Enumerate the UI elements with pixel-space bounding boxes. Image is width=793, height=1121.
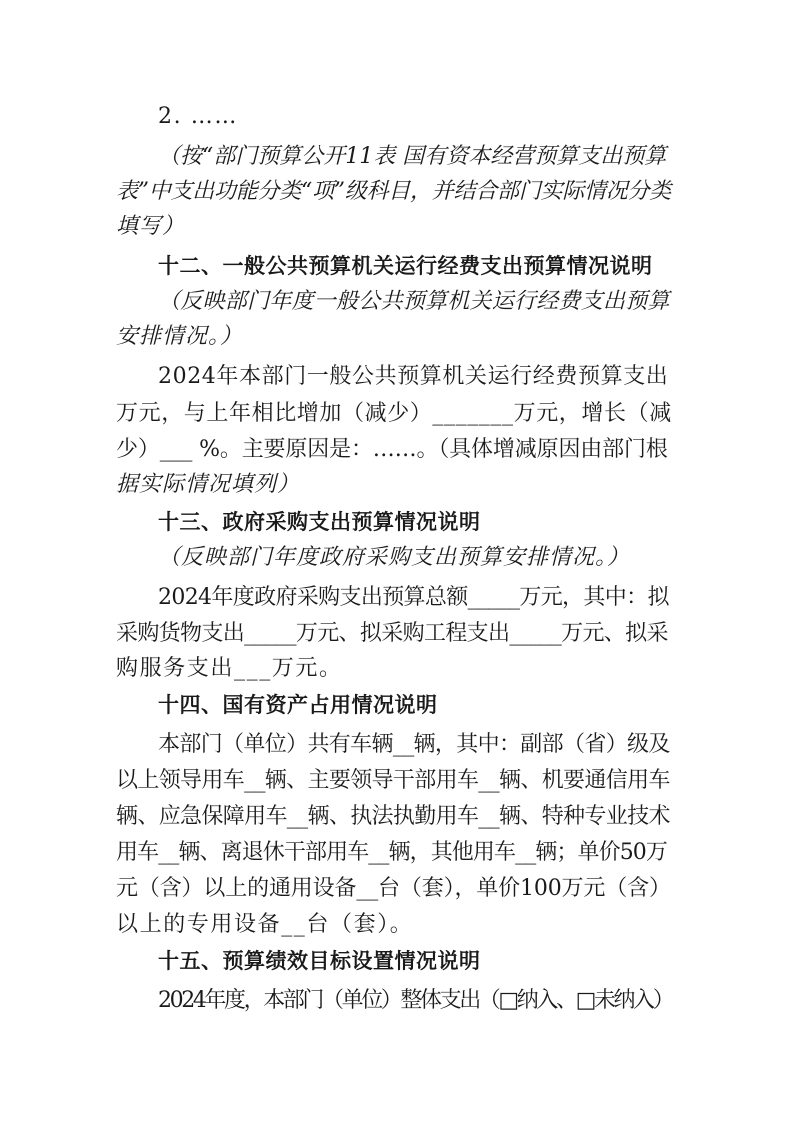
section-13-body-line-2: 采购货物支出_____万元、拟采购工程支出_____万元、拟采 xyxy=(116,621,668,646)
section-13-body-line-3: 购服务支出___万元。 xyxy=(116,656,343,681)
section-12-body-line-4: 据实际情况填列） xyxy=(116,472,301,497)
section-15-body-line-1: 2024年度，本部门（单位）整体支出（□纳入、□未纳入） xyxy=(158,988,673,1013)
section-13-body-line-1: 2024年度政府采购支出预算总额_____万元，其中：拟 xyxy=(158,585,669,610)
section-heading-12: 十二、一般公共预算机关运行经费支出预算情况说明 xyxy=(158,254,653,278)
section-14-body-line-6: 以上的专用设备__台（套）。 xyxy=(116,912,414,937)
section-14-body-line-5: 元（含）以上的通用设备__台（套），单价100万元（含） xyxy=(116,876,671,901)
section-14-body-line-2: 以上领导用车__辆、主要领导干部用车__辆、机要通信用车 xyxy=(116,768,670,793)
section-12-note-line-2: 安排情况。） xyxy=(116,324,244,349)
section-14-body-line-1: 本部门（单位）共有车辆__辆，其中：副部（省）级及 xyxy=(158,732,670,757)
section-12-body-line-3: 少）___ %。主要原因是：……。（具体增减原因由部门根 xyxy=(116,437,668,462)
note-line-1: （按“部门预算公开11表 国有资本经营预算支出预算 xyxy=(158,144,667,169)
list-item-2: 2. …… xyxy=(158,104,238,129)
section-heading-14: 十四、国有资产占用情况说明 xyxy=(158,693,438,717)
section-14-body-line-4: 用车__辆、离退休干部用车__辆，其他用车__辆；单价50万 xyxy=(116,840,667,865)
section-heading-13: 十三、政府采购支出预算情况说明 xyxy=(158,510,481,534)
section-12-note-line-1: （反映部门年度一般公共预算机关运行经费支出预算 xyxy=(158,289,670,314)
note-line-3: 填写） xyxy=(116,214,186,239)
section-12-body-line-1: 2024年本部门一般公共预算机关运行经费预算支出 xyxy=(158,364,669,389)
section-13-note: （反映部门年度政府采购支出预算安排情况。） xyxy=(158,545,631,570)
note-line-2: 表”中支出功能分类“项”级科目，并结合部门实际情况分类 xyxy=(116,179,671,204)
section-12-body-line-2: 万元，与上年相比增加（减少）_______万元，增长（减 xyxy=(116,401,672,426)
section-heading-15: 十五、预算绩效目标设置情况说明 xyxy=(158,949,481,973)
section-14-body-line-3: 辆、应急保障用车__辆、执法执勤用车__辆、特种专业技术 xyxy=(116,804,670,829)
